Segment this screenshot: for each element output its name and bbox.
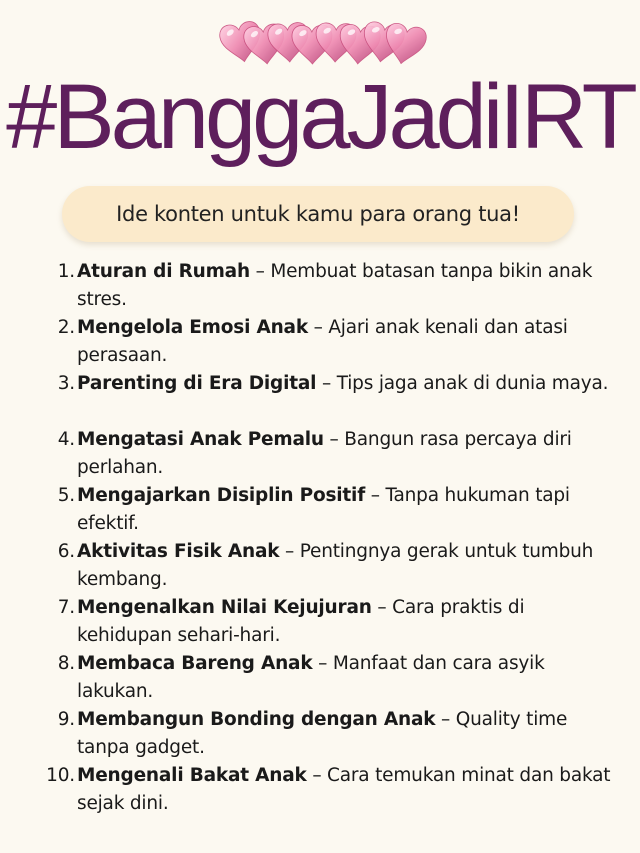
item-description: – Cara praktis di kehidupan sehari-hari. [77,597,525,646]
subtitle-text: Ide konten untuk kamu para orang tua! [116,202,520,226]
list-item [40,594,620,650]
item-number: 9. [57,709,75,730]
list-item [40,706,620,762]
item-title: Mengajarkan Disiplin Positif [77,485,366,506]
page-title: #BanggaJadiIRT [6,66,634,168]
item-title: Mengelola Emosi Anak [77,317,308,338]
item-title: Parenting di Era Digital [77,373,317,394]
item-number: 3. [57,373,75,394]
list-item [40,314,620,370]
item-number: 1. [57,261,75,282]
item-description: – Manfaat dan cara asyik lakukan. [77,653,545,702]
item-title: Mengenali Bakat Anak [77,765,307,786]
item-number: 6. [57,541,75,562]
content-idea-list [40,258,620,818]
item-title: Mengenalkan Nilai Kejujuran [77,597,372,618]
item-number: 2. [57,317,75,338]
item-description: – Tips jaga anak di dunia maya. [316,373,609,394]
item-description: – Tanpa hukuman tapi efektif. [77,485,570,534]
item-description: – Pentingnya gerak untuk tumbuh kembang. [77,541,594,590]
subtitle-pill [62,186,574,242]
item-title: Aturan di Rumah [77,261,250,282]
item-description: – Bangun rasa percaya diri perlahan. [77,429,572,478]
list-item [40,426,620,482]
list-item [40,482,620,538]
item-number: 7. [57,597,75,618]
item-number: 5. [57,485,75,506]
item-title: Mengatasi Anak Pemalu [77,429,324,450]
item-title: Aktivitas Fisik Anak [77,541,280,562]
item-description: – Membuat batasan tanpa bikin anak stres. [77,261,593,310]
item-description: – Ajari anak kenali dan atasi perasaan. [77,317,568,366]
item-title: Membaca Bareng Anak [77,653,313,674]
item-number: 4. [57,429,75,450]
item-description: – Cara temukan minat dan bakat sejak dini. [77,765,611,814]
item-title: Membangun Bonding dengan Anak [77,709,436,730]
list-item [40,650,620,706]
list-item [40,762,620,818]
item-description: – Quality time tanpa gadget. [77,709,568,758]
list-item [40,370,620,426]
list-item [40,258,620,314]
item-number: 10. [46,765,75,786]
item-number: 8. [57,653,75,674]
list-item [40,538,620,594]
